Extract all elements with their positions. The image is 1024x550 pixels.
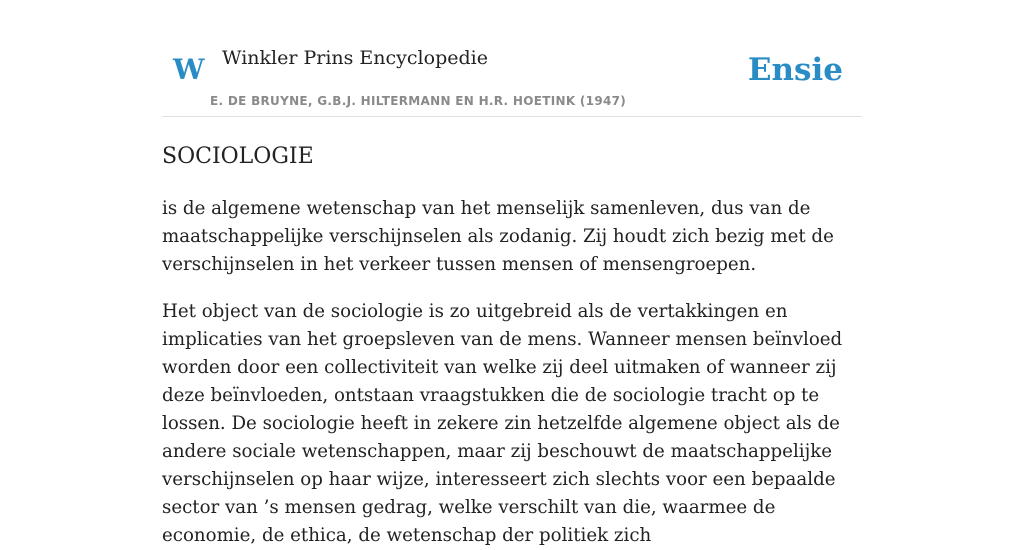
winkler-prins-logo[interactable]: W xyxy=(173,53,205,86)
article xyxy=(162,143,862,550)
source-header xyxy=(162,0,862,117)
article-title: SOCIOLOGIE xyxy=(162,144,314,169)
article-paragraph: Het object van de sociologie is zo uitgebreid als de vertakkingen en implicaties van het groepsleven van de mens. Wanneer mensen beïnvloed worden door een collectiviteit van welke zij deel uitmaken of wanneer zij deze beïnvloeden, ontstaan vraagstukken die de sociologie tracht op te lossen. De sociologie heeft in zekere zin hetzelfde algemene object als de andere sociale wetenschappen, maar zij beschouwt de maatschappelijke verschijnselen op haar wijze, interesseert zich slechts voor een bepaalde sector van ’s mensen gedrag, welke verschilt van die, waarmee de economie, de ethica, de wetenschap der politiek zich xyxy=(162,301,843,546)
source-title[interactable]: Winkler Prins Encyclopedie xyxy=(222,47,488,69)
ensie-logo[interactable]: Ensie xyxy=(747,52,843,88)
page-container xyxy=(162,0,862,550)
source-authors: E. DE BRUYNE, G.B.J. HILTERMANN EN H.R. HOETINK (1947) xyxy=(210,94,627,108)
article-paragraph: is de algemene wetenschap van het menselijk samenleven, dus van de maatschappelijke verschijnselen als zodanig. Zij houdt zich bezig met de verschijnselen in het verkeer tussen mensen of mensengroepen. xyxy=(162,198,834,275)
